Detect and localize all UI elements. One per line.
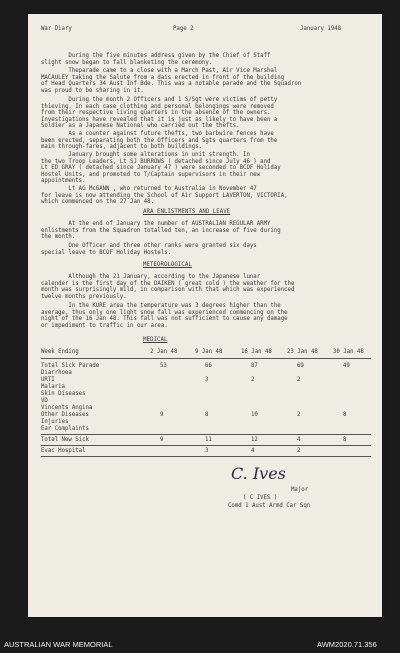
- row-label: Diarrhoea: [41, 370, 72, 376]
- row-cell: 2: [297, 448, 301, 454]
- header-left: War Diary: [41, 26, 72, 32]
- meteorological-paragraph-2: In the KURE area the temperature was 3 degrees higher than the average, thus only one light snow fall was experienced commencing on the night of the 16 Jan 48. This fall was not sufficient to cause any damage or impediment to traffic in our area.: [41, 303, 288, 329]
- meteorological-paragraph-1: Although the 21 January, according to the Japanese lunar calender is the first day of the DAIKEN ( great cold ) the weather for the month was surprisingly mild, in comparison with that which was experienced twelve months previously.: [41, 274, 295, 300]
- row-label: Malaria: [41, 384, 65, 390]
- row-cell: 87: [251, 363, 258, 369]
- heading-meteorological: METEOROLOGICAL: [143, 262, 192, 268]
- row-cell: 8: [343, 412, 347, 418]
- week-ending-label: Week Ending: [41, 349, 79, 355]
- row-label: URTI: [41, 377, 55, 383]
- row-cell: 4: [297, 437, 301, 443]
- heading-enlistments: ARA ENLISTMENTS AND LEAVE: [143, 209, 231, 215]
- header-date: January 1948: [300, 26, 342, 32]
- header-rule: [41, 358, 371, 359]
- row-cell: 10: [251, 412, 258, 418]
- signature-unit: Comd 1 Aust Armd Car Sqn: [228, 503, 311, 509]
- paragraph-4: As a counter against future thefts, two barbwire fences have been erected, separating both the Officers and Sgts quarters from the main through-fares, adjacent to both buildings.: [41, 131, 278, 151]
- enlistments-paragraph-2: One Officer and three other ranks were granted six days special leave to BCOF Holiday Hostels.: [41, 243, 257, 256]
- row-cell: 8: [205, 412, 209, 418]
- row-cell: 2: [297, 377, 301, 383]
- row-cell: 66: [205, 363, 212, 369]
- heading-medical: MEDICAL: [143, 337, 168, 343]
- signature-script: C. Ives: [231, 464, 286, 483]
- row-cell: 3: [205, 377, 209, 383]
- row-cell: 9: [160, 412, 164, 418]
- paragraph-3: During the month 2 Officers and 1 S/Sgt were victims of petty thieving. In each case clothing and personal belongings were removed from their respective living quarters in the absence of the owners. Investigations have revealed that it is just as likely to have been a Soldier as a Japanese National who carried out the thefts.: [41, 97, 278, 130]
- total-rule-top: [41, 434, 371, 435]
- row-label: Ear Complaints: [41, 426, 89, 432]
- evac-rule: [41, 456, 371, 457]
- row-cell: 53: [160, 363, 167, 369]
- footer-archive-name: AUSTRALIAN WAR MEMORIAL: [4, 640, 113, 649]
- week-header: 30 Jan 48: [333, 349, 364, 355]
- row-label: Injuries: [41, 419, 69, 425]
- row-cell: 2: [251, 377, 255, 383]
- row-label: Evac Hospital: [41, 448, 86, 454]
- row-cell: 8: [343, 437, 347, 443]
- row-cell: 3: [205, 448, 209, 454]
- row-cell: 12: [251, 437, 258, 443]
- week-header: 9 Jan 48: [195, 349, 223, 355]
- row-cell: 4: [251, 448, 255, 454]
- total-rule-bottom: [41, 445, 371, 446]
- row-label: VD: [41, 398, 48, 404]
- week-header: 2 Jan 48: [150, 349, 178, 355]
- row-cell: 49: [343, 363, 350, 369]
- week-header: 16 Jan 48: [241, 349, 272, 355]
- signature-name: ( C IVES ): [243, 495, 278, 501]
- row-cell: 11: [205, 437, 212, 443]
- document-page: [28, 14, 382, 617]
- row-label: Vincents Angina: [41, 405, 93, 411]
- paragraph-2: Theparade came to a close with a March Past, Air Vice Marshal MACAULEY taking the Salute from a dais erected in front of the building of Head Quarters 34 Aust Inf Bde. This was a notable parade and the Squadron was proud to be sharing in it.: [41, 68, 302, 94]
- paragraph-1: During the five minutes address given by the Chief of Staff slight snow began to fall blanketing the ceremony.: [41, 53, 271, 66]
- paragraph-6: Lt AG McGANN , who returned to Australia in November 47 for leave is now attending the School of Air Support LAVERTON, VICTORIA, which commenced on the 27 Jan 48.: [41, 186, 288, 206]
- paragraph-5: January brought some alterations in unit strength. In the two Troop Leaders, Lt SJ BURROWS ( detached since July 46 ) and Lt ED GRAY ( detached since January 47 ) were seconded to BCOF Holiday Hostel Units, and promoted to T/Captain supervisors in their new appointments.: [41, 152, 281, 185]
- header-page: Page 2: [173, 26, 194, 32]
- row-label: Total New Sick: [41, 437, 89, 443]
- row-label: Total Sick Parade: [41, 363, 100, 369]
- row-cell: 9: [160, 437, 164, 443]
- row-label: Skin Diseases: [41, 391, 86, 397]
- enlistments-paragraph-1: At the end of January the number of AUSTRALIAN REGULAR ARMY enlistments from the Squadron totalled ten, an increase of five during the month.: [41, 221, 281, 241]
- footer-accession-number: AWM2020.71.356: [317, 640, 377, 649]
- row-label: Other Diseases: [41, 412, 89, 418]
- signature-rank: Major: [291, 487, 309, 493]
- row-cell: 69: [297, 363, 304, 369]
- week-header: 23 Jan 48: [287, 349, 318, 355]
- row-cell: 2: [297, 412, 301, 418]
